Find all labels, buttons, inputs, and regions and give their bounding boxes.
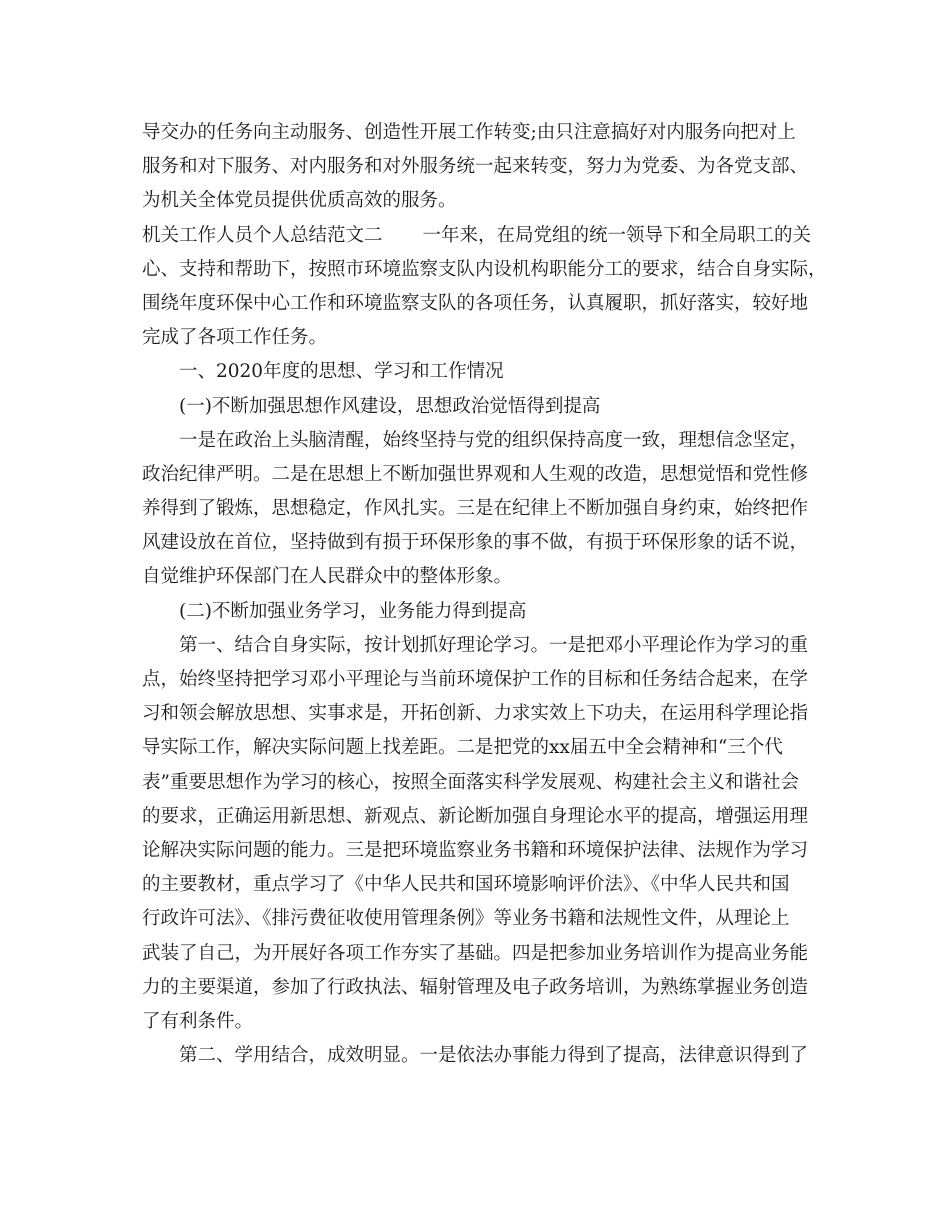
body-line: 围绕年度环保中心工作和环境监察支队的各项任务，认真履职，抓好落实，较好地: [142, 292, 809, 314]
body-line: 力的主要渠道，参加了行政执法、辐射管理及电子政务培训，为熟练掌握业务创造: [142, 976, 809, 998]
body-line: 论解决实际问题的能力。三是把环境监察业务书籍和环境保护法律、法规作为学习: [142, 839, 809, 861]
title-line: [142, 219, 822, 253]
body-line: 完成了各项工作任务。: [142, 327, 328, 349]
body-line: 养得到了锻炼，思想稳定，作风扎实。三是在纪律上不断加强自身约束，始终把作: [142, 498, 809, 520]
body-line: 风建设放在首位，坚持做到有损于环保形象的事不做，有损于环保形象的话不说，: [142, 532, 809, 554]
body-line: 一是在政治上头脑清醒，始终坚持与党的组织保持高度一致，理想信念坚定，: [179, 429, 809, 451]
heading-line: 一、2020年度的思想、学习和工作情况: [179, 361, 504, 383]
body-line: 第二、学用结合，成效明显。一是依法办事能力得到了提高，法律意识得到了: [179, 1045, 809, 1067]
body-line: 政治纪律严明。二是在思想上不断加强世界观和人生观的改造，思想觉悟和党性修: [142, 463, 809, 485]
document-body: [142, 116, 827, 1073]
body-line: 导实际工作，解决实际问题上找差距。二是把党的xx届五中全会精神和“三个代: [142, 737, 783, 759]
body-line: 服务和对下服务、对内服务和对外服务统一起来转变，努力为党委、为各党支部、: [142, 156, 809, 178]
body-line: 自觉维护环保部门在人民群众中的整体形象。: [142, 566, 513, 588]
section-title: 机关工作人员个人总结范文二: [142, 224, 383, 246]
body-line: 第一、结合自身实际，按计划抓好理论学习。一是把邓小平理论作为学习的重: [179, 634, 809, 656]
body-line: 表”重要思想作为学习的核心，按照全面落实科学发展观、构建社会主义和谐社会: [142, 771, 799, 793]
body-line: 为机关全体党员提供优质高效的服务。: [142, 190, 457, 212]
subheading-line: (一)不断加强思想作风建设，思想政治觉悟得到提高: [179, 395, 601, 417]
body-line: 的要求，正确运用新思想、新观点、新论断加强自身理论水平的提高，增强运用理: [142, 805, 809, 827]
subheading-line: (二)不断加强业务学习，业务能力得到提高: [179, 600, 527, 622]
body-line: 武装了自己，为开展好各项工作夯实了基础。四是把参加业务培训作为提高业务能: [142, 942, 809, 964]
body-text: 一年来，在局党组的统一领导下和全局职工的关: [422, 224, 812, 246]
body-line: 习和领会解放思想、实事求是，开拓创新、力求实效上下功夫，在运用科学理论指: [142, 703, 809, 725]
body-line: 点，始终坚持把学习邓小平理论与当前环境保护工作的目标和任务结合起来，在学: [142, 669, 809, 690]
body-line: 的主要教材，重点学习了《中华人民共和国环境影响评价法》、《中华人民共和国: [142, 874, 790, 896]
body-line: 导交办的任务向主动服务、创造性开展工作转变;由只注意搞好对内服务向把对上: [142, 122, 796, 143]
body-line: 行政许可法》、《排污费征收使用管理条例》等业务书籍和法规性文件，从理论上: [142, 908, 790, 930]
body-line: 心、支持和帮助下，按照市环境监察支队内设机构职能分工的要求，结合自身实际，: [142, 258, 827, 280]
body-line: 了有利条件。: [142, 1010, 254, 1032]
